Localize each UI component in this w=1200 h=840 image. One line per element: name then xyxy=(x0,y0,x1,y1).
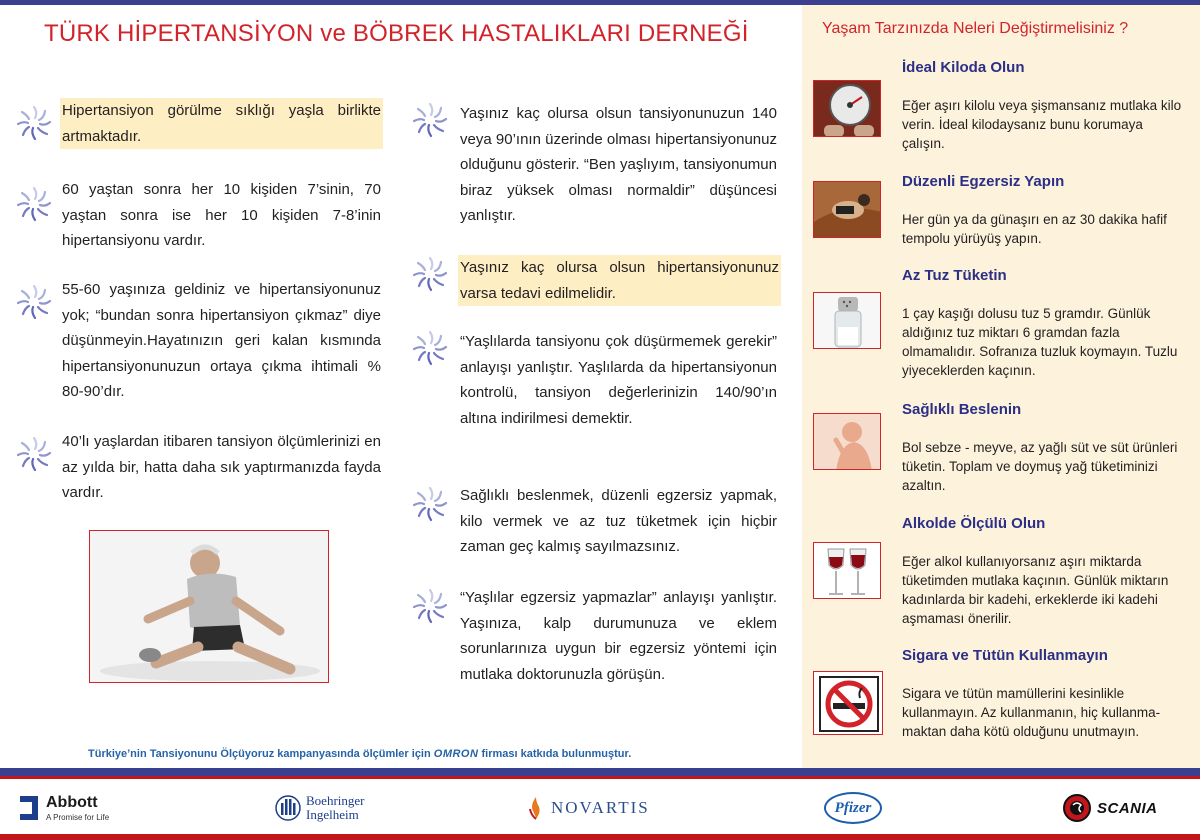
burst-icon xyxy=(410,586,450,626)
burst-icon xyxy=(410,100,450,140)
boehringer-logo xyxy=(275,790,364,826)
boehringer-line1: Boehringer xyxy=(306,793,365,809)
tip-title: İdeal Kiloda Olun xyxy=(902,59,1025,76)
boehringer-mark-icon xyxy=(275,793,301,823)
wine-glass-icon xyxy=(813,542,881,599)
fact-paragraph: Hipertansiyon görülme sıklığı yaşla birlikte artmaktadır. xyxy=(60,98,383,149)
no-smoking-icon xyxy=(813,671,883,735)
omron-brand: OMRON xyxy=(433,748,479,760)
tip-title: Az Tuz Tüketin xyxy=(902,267,1007,284)
fact-paragraph: Yaşınız kaç olursa olsun hipertansiyonunuz varsa tedavi edilmelidir. xyxy=(458,255,781,306)
bottom-border-blue xyxy=(0,768,1200,776)
scale-icon xyxy=(813,80,881,137)
novartis-logo xyxy=(527,790,650,826)
abbott-name: Abbott xyxy=(46,793,98,811)
burst-icon xyxy=(14,282,54,322)
novartis-flame-icon xyxy=(527,795,545,821)
salt-shaker-icon xyxy=(813,292,881,349)
sponsor-text-before: Türkiye’nin Tansiyonunu Ölçüyoruz kampanyasında ölçümler için xyxy=(88,748,434,760)
fact-paragraph: Sağlıklı beslenmek, düzenli egzersiz yapmak, kilo vermek ve az tuz tüketmek için hiçbir zaman geç kalmış sayılmazsınız. xyxy=(460,487,777,555)
novartis-name: NOVARTIS xyxy=(551,798,650,817)
tip-body: Eğer aşırı kilolu veya şişmansanız mutlaka kilo verin. İdeal kilodaysanız bunu korumaya çalışın. xyxy=(902,98,1182,151)
burst-icon xyxy=(410,328,450,368)
tip-body: Bol sebze - meyve, az yağlı süt ve süt ürünleri tüketin. Toplam ve doymuş yağ tüketiminizi azaltın. xyxy=(902,440,1178,493)
sidebar-title: Yaşam Tarzınızda Neleri Değiştirmelisiniz ? xyxy=(822,20,1129,37)
fact-paragraph: 60 yaştan sonra her 10 kişiden 7’sinin, 70 yaştan sonra ise her 10 kişiden 7-8’inin hipertansiyonu vardır. xyxy=(62,181,381,249)
burst-icon xyxy=(14,434,54,474)
burst-icon xyxy=(410,254,450,294)
tip-title: Sağlıklı Beslenin xyxy=(902,401,1022,418)
page-title: TÜRK HİPERTANSİYON ve BÖBREK HASTALIKLARI DERNEĞİ xyxy=(44,20,749,47)
tip-title: Sigara ve Tütün Kullanmayın xyxy=(902,647,1108,664)
eating-icon xyxy=(813,413,881,470)
burst-icon xyxy=(14,184,54,224)
tip-body: 1 çay kaşığı dolusu tuz 5 gramdır. Günlük aldığınız tuz miktarı 6 gramdan fazla olmamalıdır. Sofranıza tuzluk koymayın. Tuzlu yiyeceklerden kaçının. xyxy=(902,306,1178,378)
abbott-tagline: A Promise for Life xyxy=(46,812,110,822)
burst-icon xyxy=(410,484,450,524)
burst-icon xyxy=(14,103,54,143)
fact-paragraph: Yaşınız kaç olursa olsun tansiyonunuzun 140 veya 90’ının üzerinde olması hipertansiyonunuz olduğunu gösterir. “Ben yaşlıyım, tansiyonumun biraz yüksek olması normaldir” düşüncesi yanlıştır. xyxy=(460,105,777,224)
fact-paragraph: 40’lı yaşlardan itibaren tansiyon ölçümlerinizi en az yılda bir, hatta daha sık yaptırmanızda fayda vardır. xyxy=(62,433,381,501)
pfizer-name: Pfizer xyxy=(834,799,872,816)
sponsor-note xyxy=(88,748,631,760)
abbott-logo xyxy=(18,790,109,826)
tip-title: Alkolde Ölçülü Olun xyxy=(902,515,1046,532)
scania-name: SCANIA xyxy=(1097,799,1158,817)
tip-body: Her gün ya da günaşırı en az 30 dakika hafif tempolu yürüyüş yapın. xyxy=(902,212,1167,246)
fact-paragraph: 55-60 yaşınıza geldiniz ve hipertansiyonunuz yok; “bundan sonra hipertansiyon çıkmaz” diye düşünmeyin.Hayatınızın geri kalan kısmında hipertansiyonunuzun ortaya çıkma ihtimali % 80-90’dır. xyxy=(62,281,381,400)
scania-griffin-icon xyxy=(1062,793,1092,823)
pfizer-logo xyxy=(824,790,882,826)
scania-logo xyxy=(1062,790,1158,826)
fact-paragraph: “Yaşlılarda tansiyonu çok düşürmemek gerekir” anlayışı yanlıştır. Yaşlılarda da hipertansiyonun kontrolü, tansiyon değerlerinizin 140/90’ın altına indirilmesi demektir. xyxy=(460,333,777,427)
abbott-mark-icon xyxy=(18,794,40,822)
boehringer-line2: Ingelheim xyxy=(306,807,359,822)
sponsor-text-after: firması katkıda bulunmuştur. xyxy=(478,748,632,760)
bottom-border-red xyxy=(0,776,1200,779)
fact-paragraph: “Yaşlılar egzersiz yapmazlar” anlayışı yanlıştır. Yaşınıza, kalp durumunuza ve eklem sorunlarınıza uygun bir egzersiz yöntemi için mutlaka doktorunuzla görüşün. xyxy=(460,589,777,683)
tip-title: Düzenli Egzersiz Yapın xyxy=(902,173,1065,190)
tip-body: Sigara ve tütün mamüllerini kesinlikle kullanmayın. Az kullanmanın, hiç kullanma-maktan daha kötü olduğunu unutmayın. xyxy=(902,686,1161,739)
elderly-exercise-photo xyxy=(89,530,329,683)
bottom-border-red-lower xyxy=(0,834,1200,840)
exercise-icon xyxy=(813,181,881,238)
tip-body: Eğer alkol kullanıyorsanız aşırı miktarda tüketimden mutlaka kaçının. Günlük miktarın kadınlarda bir kadehi, erkeklerde iki kadehi aşmaması önerilir. xyxy=(902,554,1169,626)
